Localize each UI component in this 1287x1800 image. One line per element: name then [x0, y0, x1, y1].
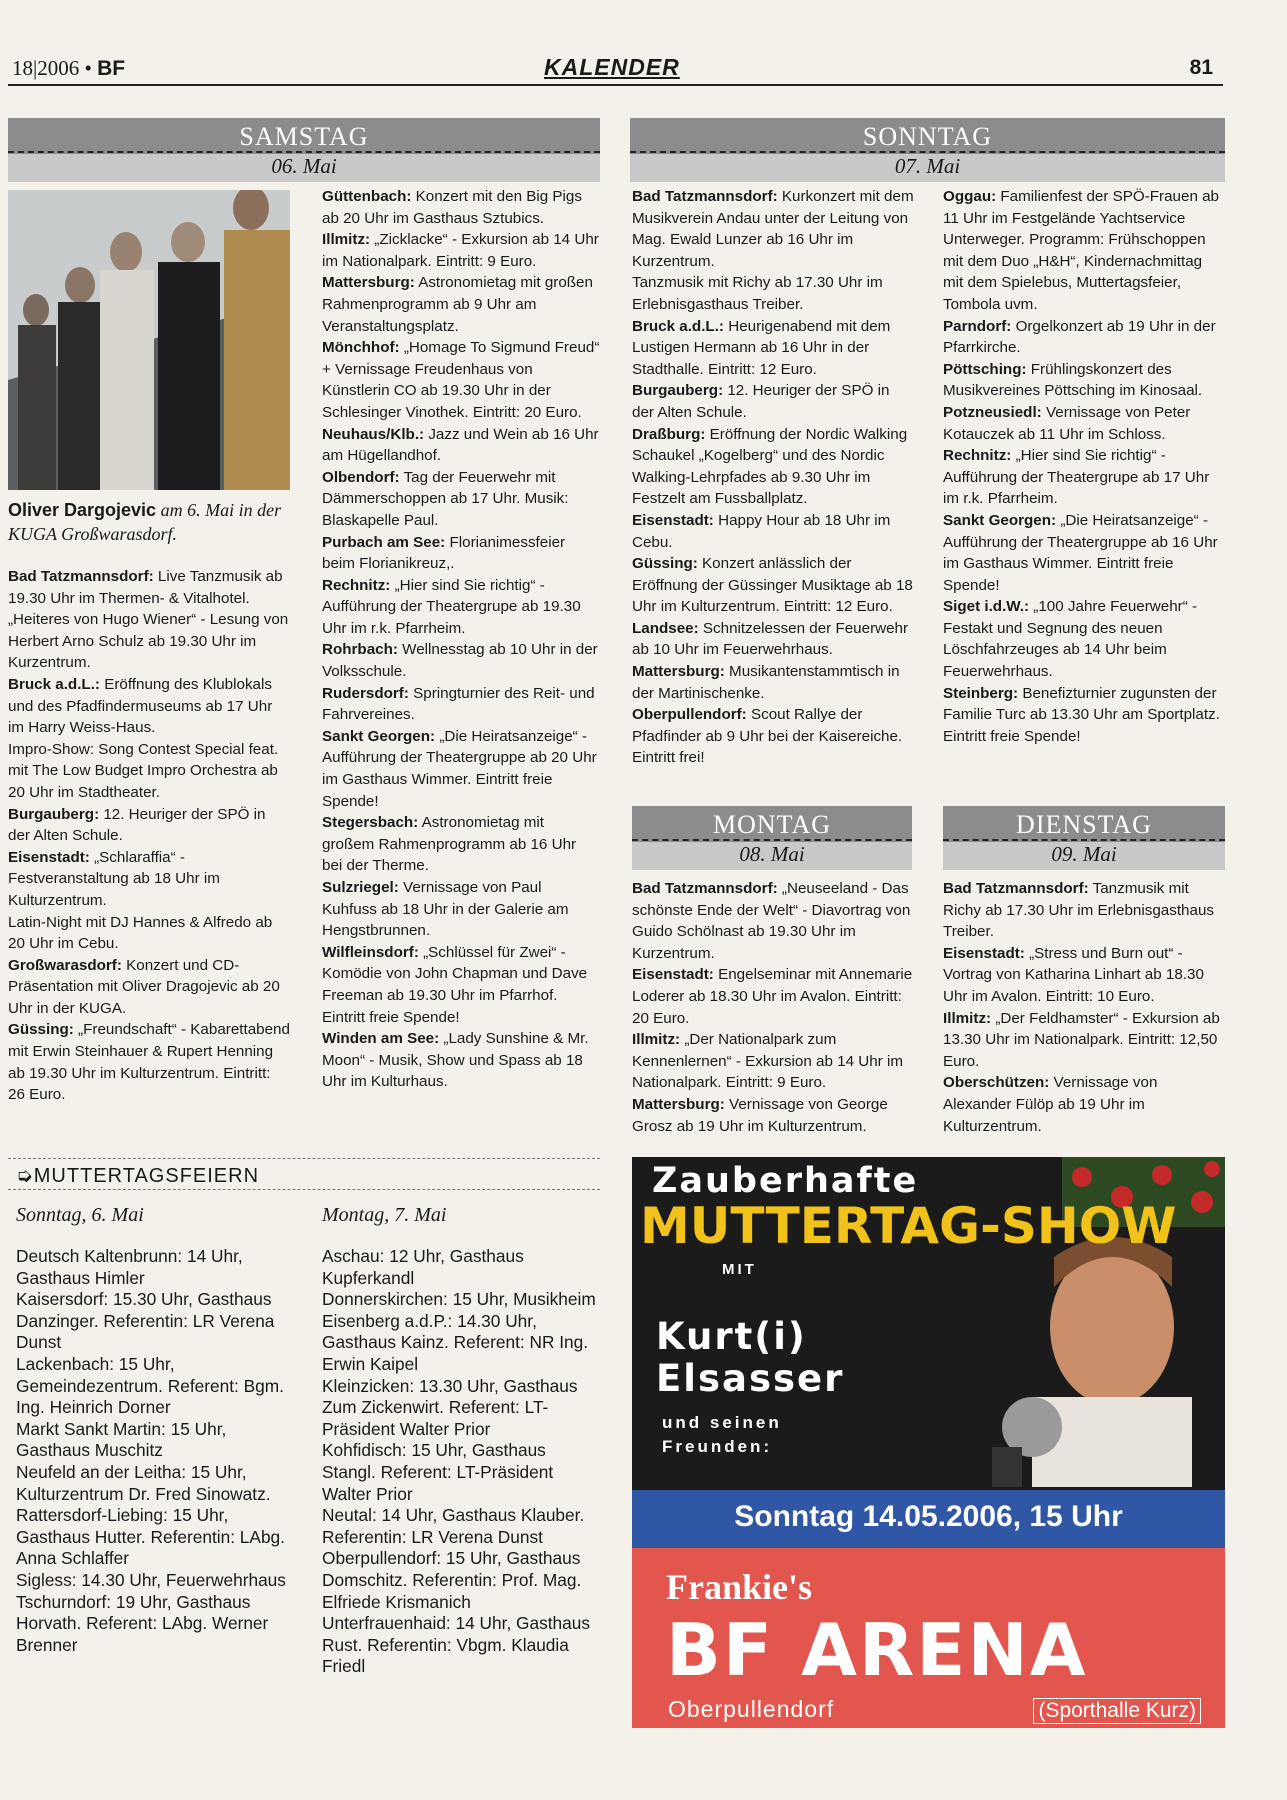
- event-entry: [322, 683, 600, 726]
- event-location: Winden am See:: [322, 1030, 440, 1048]
- event-text: „Schlüssel für Zwei“ - Komödie von John Chapman und Dave Freeman ab 19.30 Uhr im Pfarrhof. Eintritt freie Spende!: [322, 943, 588, 1026]
- event-text: „Homage To Sigmund Freud“ + Vernissage Freudenhaus von Künstlerin CO ab 19.30 Uhr in der Schlesinger Vinothek. Eintritt: 20 Euro.: [322, 339, 600, 421]
- event-entry: [632, 661, 914, 704]
- event-entry: [322, 812, 600, 877]
- event-location: Potzneusiedl:: [943, 403, 1042, 421]
- event-text: Florianimessfeier beim Florianikreuz,.: [322, 533, 566, 573]
- event-text: Heurigenabend mit dem Lustigen Hermann ab 16 Uhr in der Stadthalle. Eintritt: 12 Euro.: [632, 317, 891, 378]
- monday-column: [632, 878, 914, 1137]
- ad-friends: [662, 1411, 782, 1459]
- event-entry: [322, 467, 600, 532]
- event-location: Burgauberg:: [8, 805, 100, 823]
- event-text: Tag der Feuerwehr mit Dämmerschoppen ab 17 Uhr. Musik: Blaskapelle Paul.: [322, 468, 569, 529]
- photo-caption: [8, 498, 290, 546]
- event-location: Sankt Georgen:: [943, 511, 1057, 529]
- event-entry: [322, 337, 600, 423]
- event-entry: [943, 186, 1225, 316]
- event-entry: [322, 229, 600, 272]
- saturday-column-1: [8, 566, 290, 1106]
- event-location: Rohrbach:: [322, 641, 398, 659]
- day-name: SAMSTAG: [239, 122, 369, 151]
- page-number: 81: [1189, 56, 1213, 79]
- celebration-entry: Aschau: 12 Uhr, Gasthaus Kupferkandl: [322, 1246, 524, 1288]
- event-text: Familienfest der SPÖ-Frauen ab 11 Uhr im Festgelände Yachtservice Unterweger. Programm: Frühschoppen mit dem Duo „H&H“, Kindernachmittag mit dem Spielebus, Muttertagsfeier, Tombola uvm.: [943, 188, 1220, 313]
- event-entry: [632, 380, 914, 423]
- event-location: Bad Tatzmannsdorf:: [943, 880, 1089, 897]
- celebration-entry: Oberpullendorf: 15 Uhr, Gasthaus Domschitz. Referentin: Prof. Mag. Elfriede Krismanich: [322, 1548, 582, 1612]
- event-entry: [8, 847, 290, 912]
- event-text: 12. Heuriger der SPÖ in der Alten Schule.: [8, 805, 266, 845]
- event-location: Bad Tatzmannsdorf:: [632, 880, 778, 897]
- event-entry: [632, 316, 914, 381]
- event-entry: [8, 912, 290, 955]
- event-text: Latin-Night mit DJ Hannes & Alfredo ab 20 Uhr im Cebu.: [8, 913, 273, 953]
- event-entry: [632, 553, 914, 618]
- event-text: Benefizturnier zugunsten der Familie Turc ab 13.30 Uhr am Sportplatz. Eintritt freie Spende!: [943, 684, 1220, 745]
- event-location: Mattersburg:: [632, 1095, 725, 1113]
- muttertag-sunday-heading: Sonntag, 6. Mai: [16, 1204, 144, 1226]
- event-entry: [322, 575, 600, 640]
- day-bar-sunday: [630, 118, 1225, 182]
- event-text: Astronomietag mit großen Rahmenprogramm ab 9 Uhr am Veranstaltungsplatz.: [322, 274, 593, 335]
- celebration-entry: Kohfidisch: 15 Uhr, Gasthaus Stangl. Referent: LT-Präsident Walter Prior: [322, 1440, 554, 1504]
- ad-performer-first: Kurt(i): [656, 1315, 807, 1358]
- event-location: Rechnitz:: [322, 576, 391, 594]
- event-location: Sankt Georgen:: [322, 727, 436, 745]
- celebration-entry: Sigless: 14.30 Uhr, Feuerwehrhaus: [16, 1569, 286, 1590]
- divider: [943, 839, 1225, 841]
- event-text: Schnitzelessen der Feuerwehr ab 10 Uhr im Feuerwehrhaus.: [632, 619, 909, 659]
- event-text: Engelseminar mit Annemarie Loderer ab 18.30 Uhr im Avalon. Eintritt: 20 Euro.: [632, 966, 913, 1027]
- day-name: MONTAG: [712, 810, 832, 839]
- event-location: Draßburg:: [632, 425, 706, 443]
- magazine-name: BF: [97, 57, 126, 80]
- ad-date-band: [632, 1490, 1225, 1548]
- event-entry: [322, 424, 600, 467]
- event-location: Illmitz:: [632, 1031, 681, 1049]
- muttertag-show-ad: [632, 1157, 1225, 1728]
- event-entry: [8, 955, 290, 1020]
- event-location: Bruck a.d.L.:: [8, 675, 100, 693]
- event-entry: [632, 510, 914, 553]
- ad-friends-line1: und seinen: [662, 1413, 782, 1432]
- event-text: Happy Hour ab 18 Uhr im Cebu.: [632, 511, 891, 551]
- event-entry: [632, 1029, 914, 1094]
- ad-venue-band: [632, 1548, 1225, 1728]
- event-location: Rechnitz:: [943, 447, 1012, 465]
- event-text: Impro-Show: Song Contest Special feat. mit The Low Budget Impro Orchestra ab 20 Uhr im Stadtheater.: [8, 740, 279, 801]
- saturday-column-2: [322, 186, 600, 1093]
- event-location: Steinberg:: [943, 684, 1019, 702]
- event-location: Illmitz:: [943, 1009, 992, 1027]
- celebration-entry: Eisenberg a.d.P.: 14.30 Uhr, Gasthaus Kainz. Referent: NR Ing. Erwin Kaipel: [322, 1310, 589, 1374]
- day-date: 08. Mai: [632, 842, 912, 870]
- sunday-column-2: [943, 186, 1225, 747]
- event-entry: [322, 942, 600, 1028]
- event-entry: [632, 186, 914, 272]
- event-location: Stegersbach:: [322, 814, 419, 832]
- event-entry: [632, 272, 914, 315]
- event-location: Oggau:: [943, 188, 997, 205]
- celebration-entry: Markt Sankt Martin: 15 Uhr, Gasthaus Muschitz: [16, 1418, 227, 1461]
- sunday-column-1: [632, 186, 914, 769]
- event-location: Siget i.d.W.:: [943, 598, 1030, 616]
- event-entry: [8, 1019, 290, 1105]
- celebration-entry: Rattersdorf-Liebing: 15 Uhr, Gasthaus Hutter. Referentin: LAbg. Anna Schlaffer: [16, 1505, 285, 1569]
- event-entry: [8, 566, 290, 609]
- day-name: SONNTAG: [862, 122, 993, 151]
- event-entry: [8, 674, 290, 739]
- event-entry: [322, 877, 600, 942]
- ad-performer-last: Elsasser: [656, 1357, 845, 1400]
- event-location: Güssing:: [632, 555, 698, 573]
- event-entry: [943, 596, 1225, 682]
- event-location: Neuhaus/Klb.:: [322, 425, 425, 443]
- event-location: Mönchhof:: [322, 339, 400, 357]
- event-entry: [943, 878, 1225, 943]
- event-location: Sulzriegel:: [322, 879, 399, 896]
- event-text: „Schlaraffia“ - Festveranstaltung ab 18 Uhr im Kulturzentrum.: [8, 848, 220, 909]
- event-location: Güssing:: [8, 1021, 74, 1039]
- event-entry: [943, 445, 1225, 510]
- event-text: Konzert mit den Big Pigs ab 20 Uhr im Gasthaus Sztubics.: [322, 188, 582, 227]
- issue-number: 18|2006: [12, 56, 80, 80]
- event-text: „Hier sind Sie richtig“ - Aufführung der Theatergrupe ab 17 Uhr im r.k. Pfarrheim.: [943, 447, 1210, 508]
- day-bar-monday: [632, 806, 912, 870]
- issue-label: 18|2006 • BF: [12, 56, 126, 80]
- event-text: Wellnesstag ab 10 Uhr in der Volksschule.: [322, 641, 598, 681]
- event-entry: [632, 878, 914, 964]
- ad-friends-line2: Freunden:: [662, 1437, 773, 1456]
- day-bar-tuesday: [943, 806, 1225, 870]
- day-bar-saturday: [8, 118, 600, 182]
- divider: [8, 151, 600, 153]
- event-entry: [322, 1028, 600, 1093]
- celebration-entry: Lackenbach: 15 Uhr, Gemeindezentrum. Referent: Bgm. Ing. Heinrich Dorner: [16, 1353, 284, 1418]
- event-entry: [943, 1072, 1225, 1137]
- event-text: Musikantenstammtisch in der Martinischenke.: [632, 663, 900, 702]
- event-text: „Die Heiratsanzeige“ - Aufführung der Theatergruppe ab 20 Uhr im Gasthaus Wimmer. Eintritt freie Spende!: [322, 727, 597, 810]
- day-date: 06. Mai: [8, 154, 600, 182]
- event-location: Güttenbach:: [322, 188, 412, 205]
- muttertag-sunday-list: [16, 1246, 296, 1656]
- muttertag-title-bar: [8, 1158, 600, 1190]
- event-text: Live Tanzmusik ab 19.30 Uhr im Thermen- & Vitalhotel.: [8, 568, 283, 607]
- event-location: Pöttsching:: [943, 360, 1027, 378]
- event-entry: [8, 609, 290, 674]
- event-entry: [943, 943, 1225, 1008]
- event-location: Oberpullendorf:: [632, 706, 747, 724]
- event-entry: [8, 804, 290, 847]
- event-location: Bad Tatzmannsdorf:: [8, 568, 154, 585]
- caption-text: am 6. Mai in der KUGA Großwarasdorf.: [8, 500, 282, 544]
- divider: [632, 839, 912, 841]
- tuesday-column: [943, 878, 1225, 1137]
- event-location: Rudersdorf:: [322, 684, 409, 702]
- event-entry: [943, 510, 1225, 596]
- event-text: Tanzmusik mit Richy ab 17.30 Uhr im Erlebnisgasthaus Treiber.: [632, 274, 883, 313]
- event-location: Wilfleinsdorf:: [322, 943, 419, 961]
- event-text: Konzert anlässlich der Eröffnung der Güssinger Musiktage ab 18 Uhr im Kulturzentrum. Eintritt: 12 Euro.: [632, 555, 913, 616]
- event-text: Vernissage von George Grosz ab 19 Uhr im Kulturzentrum.: [632, 1095, 888, 1135]
- event-text: „Der Nationalpark zum Kennenlernen“ - Exkursion ab 14 Uhr im Nationalpark. Eintritt: 9 Euro.: [632, 1031, 903, 1092]
- day-name: DIENSTAG: [1016, 810, 1152, 839]
- event-entry: [322, 186, 600, 229]
- event-text: 12. Heuriger der SPÖ in der Alten Schule.: [632, 382, 890, 421]
- event-location: Eisenstadt:: [8, 848, 90, 866]
- band-photo-illustration: [8, 190, 290, 490]
- event-text: „Zicklacke“ - Exkursion ab 14 Uhr im Nationalpark. Eintritt: 9 Euro.: [322, 231, 599, 270]
- event-location: Eisenstadt:: [632, 511, 714, 529]
- muttertag-title: ➭MUTTERTAGSFEIERN: [16, 1165, 260, 1187]
- event-location: Parndorf:: [943, 317, 1012, 335]
- event-text: Astronomietag mit großem Rahmenprogramm ab 16 Uhr bei der Therme.: [322, 814, 577, 875]
- event-text: Konzert und CD-Präsentation mit Oliver Dragojevic ab 20 Uhr in der KUGA.: [8, 956, 280, 1017]
- caption-name: Oliver Dargojevic: [8, 500, 157, 520]
- event-text: Vernissage von Alexander Fülöp ab 19 Uhr im Kulturzentrum.: [943, 1074, 1158, 1135]
- event-entry: [943, 402, 1225, 445]
- event-text: Frühlingskonzert des Musikvereines Pöttsching im Kinosaal.: [943, 360, 1203, 400]
- ad-show-title: MUTTERTAG-SHOW: [640, 1197, 1177, 1255]
- event-entry: [632, 618, 914, 661]
- event-text: „Freundschaft“ - Kabarettabend mit Erwin Steinhauer & Rupert Henning ab 19.30 Uhr im Kulturzentrum. Eintritt: 26 Euro.: [8, 1021, 290, 1104]
- celebration-entry: Neufeld an der Leitha: 15 Uhr, Kulturzentrum Dr. Fred Sinowatz.: [16, 1461, 271, 1504]
- event-text: Vernissage von Paul Kuhfuss ab 18 Uhr in der Galerie am Hengstbrunnen.: [322, 879, 569, 940]
- ad-hall: (Sporthalle Kurz): [1033, 1698, 1201, 1724]
- event-text: Eröffnung des Klublokals und des Pfadfindermuseums ab 17 Uhr im Harry Weiss-Haus.: [8, 675, 273, 737]
- event-entry: [943, 1008, 1225, 1073]
- event-text: „Hier sind Sie richtig“ - Aufführung der Theatergrupe ab 19.30 Uhr im r.k. Pfarrheim.: [322, 576, 581, 637]
- event-location: Mattersburg:: [322, 274, 415, 292]
- page-header: [8, 50, 1223, 86]
- ad-mit: MIT: [722, 1261, 757, 1278]
- event-text: „Lady Sunshine & Mr. Moon“ - Musik, Show und Spass ab 18 Uhr im Kulturhaus.: [322, 1030, 589, 1091]
- celebration-entry: Neutal: 14 Uhr, Gasthaus Klauber. Referentin: LR Verena Dunst: [322, 1505, 585, 1547]
- event-location: Eisenstadt:: [943, 944, 1025, 962]
- event-location: Illmitz:: [322, 231, 371, 249]
- celebration-entry: Donnerskirchen: 15 Uhr, Musikheim: [322, 1289, 596, 1310]
- event-text: Kurkonzert mit dem Musikverein Andau unter der Leitung von Mag. Ewald Lunzer ab 16 Uhr im Kurzentrum.: [632, 188, 914, 270]
- event-text: „Heiteres von Hugo Wiener“ - Lesung von Herbert Arno Schulz ab 19.30 Uhr im Kurzentrum.: [8, 611, 289, 672]
- ad-date: Sonntag 14.05.2006, 15 Uhr: [734, 1500, 1123, 1533]
- celebration-entry: Kleinzicken: 13.30 Uhr, Gasthaus Zum Zickenwirt. Referent: LT-Präsident Walter Prior: [322, 1375, 578, 1439]
- event-entry: [632, 1094, 914, 1137]
- event-text: „100 Jahre Feuerwehr“ - Festakt und Segnung des neuen Löschfahrzeuges ab 14 Uhr beim Feuerwehrhaus.: [943, 598, 1198, 681]
- event-entry: [632, 964, 914, 1029]
- event-location: Oberschützen:: [943, 1074, 1050, 1092]
- event-location: Landsee:: [632, 619, 699, 637]
- ad-headline: Zauberhafte: [652, 1161, 919, 1201]
- event-entry: [322, 726, 600, 812]
- event-entry: [322, 532, 600, 575]
- event-entry: [322, 639, 600, 682]
- band-photo: [8, 190, 290, 490]
- celebration-entry: Deutsch Kaltenbrunn: 14 Uhr, Gasthaus Himler: [16, 1246, 243, 1288]
- event-text: Orgelkonzert ab 19 Uhr in der Pfarrkirche.: [943, 317, 1216, 357]
- ad-city: Oberpullendorf: [668, 1696, 835, 1722]
- event-entry: [632, 704, 914, 769]
- event-location: Mattersburg:: [632, 663, 725, 681]
- event-location: Bruck a.d.L.:: [632, 317, 724, 335]
- event-text: Scout Rallye der Pfadfinder ab 9 Uhr bei der Kaisereiche. Eintritt frei!: [632, 706, 903, 767]
- ad-arena: BF ARENA: [666, 1608, 1088, 1692]
- event-entry: [943, 683, 1225, 748]
- event-location: Großwarasdorf:: [8, 956, 122, 974]
- event-text: „Neuseeland - Das schönste Ende der Welt“ - Diavortrag von Guido Schölnast ab 19.30 Uhr im Kurzentrum.: [632, 880, 911, 962]
- event-text: Vernissage von Peter Kotauczek ab 11 Uhr im Schloss.: [943, 403, 1191, 443]
- event-location: Burgauberg:: [632, 382, 724, 400]
- event-entry: [943, 359, 1225, 402]
- event-entry: [632, 424, 914, 510]
- celebration-entry: Tschurndorf: 19 Uhr, Gasthaus Horvath. Referent: LAbg. Werner Brenner: [16, 1591, 269, 1655]
- event-text: „Der Feldhamster“ - Exkursion ab 13.30 Uhr im Nationalpark. Eintritt: 12,50 Euro.: [943, 1009, 1220, 1070]
- event-text: Jazz und Wein ab 16 Uhr am Hügellandhof.: [322, 425, 599, 465]
- event-text: Eröffnung der Nordic Walking Schaukel „Kogelberg“ und des Nordic Walking-Lehrpfades ab 9.30 Uhr im Festzelt am Fussballplatz.: [632, 425, 908, 508]
- event-location: Eisenstadt:: [632, 966, 714, 984]
- day-date: 07. Mai: [630, 154, 1225, 182]
- singer-photo: [962, 1217, 1225, 1487]
- event-location: Olbendorf:: [322, 468, 400, 486]
- celebration-entry: Kaisersdorf: 15.30 Uhr, Gasthaus Danzinger. Referentin: LR Verena Dunst: [16, 1289, 275, 1353]
- event-location: Purbach am See:: [322, 533, 446, 551]
- event-text: Tanzmusik mit Richy ab 17.30 Uhr im Erlebnisgasthaus Treiber.: [943, 880, 1214, 941]
- muttertag-monday-list: [322, 1246, 600, 1678]
- divider: [630, 151, 1225, 153]
- event-text: Springturnier des Reit- und Fahrvereines.: [322, 684, 595, 724]
- event-location: Bad Tatzmannsdorf:: [632, 188, 778, 205]
- muttertag-title-text: MUTTERTAGSFEIERN: [33, 1165, 260, 1187]
- muttertag-monday-heading: Montag, 7. Mai: [322, 1204, 447, 1226]
- day-date: 09. Mai: [943, 842, 1225, 870]
- event-entry: [8, 739, 290, 804]
- celebration-entry: Unterfrauenhaid: 14 Uhr, Gasthaus Rust. Referentin: Vbgm. Klaudia Friedl: [322, 1613, 591, 1677]
- event-entry: [322, 272, 600, 337]
- event-text: „Stress und Burn out“ - Vortrag von Katharina Linhart ab 18.30 Uhr im Avalon. Eintritt: 10 Euro.: [943, 944, 1204, 1005]
- ad-frankies: Frankie's: [666, 1567, 813, 1607]
- event-entry: [943, 316, 1225, 359]
- section-title: KALENDER: [544, 54, 680, 80]
- event-text: „Die Heiratsanzeige“ - Aufführung der Theatergruppe ab 16 Uhr im Gasthaus Wimmer. Eintritt freie Spende!: [943, 511, 1218, 594]
